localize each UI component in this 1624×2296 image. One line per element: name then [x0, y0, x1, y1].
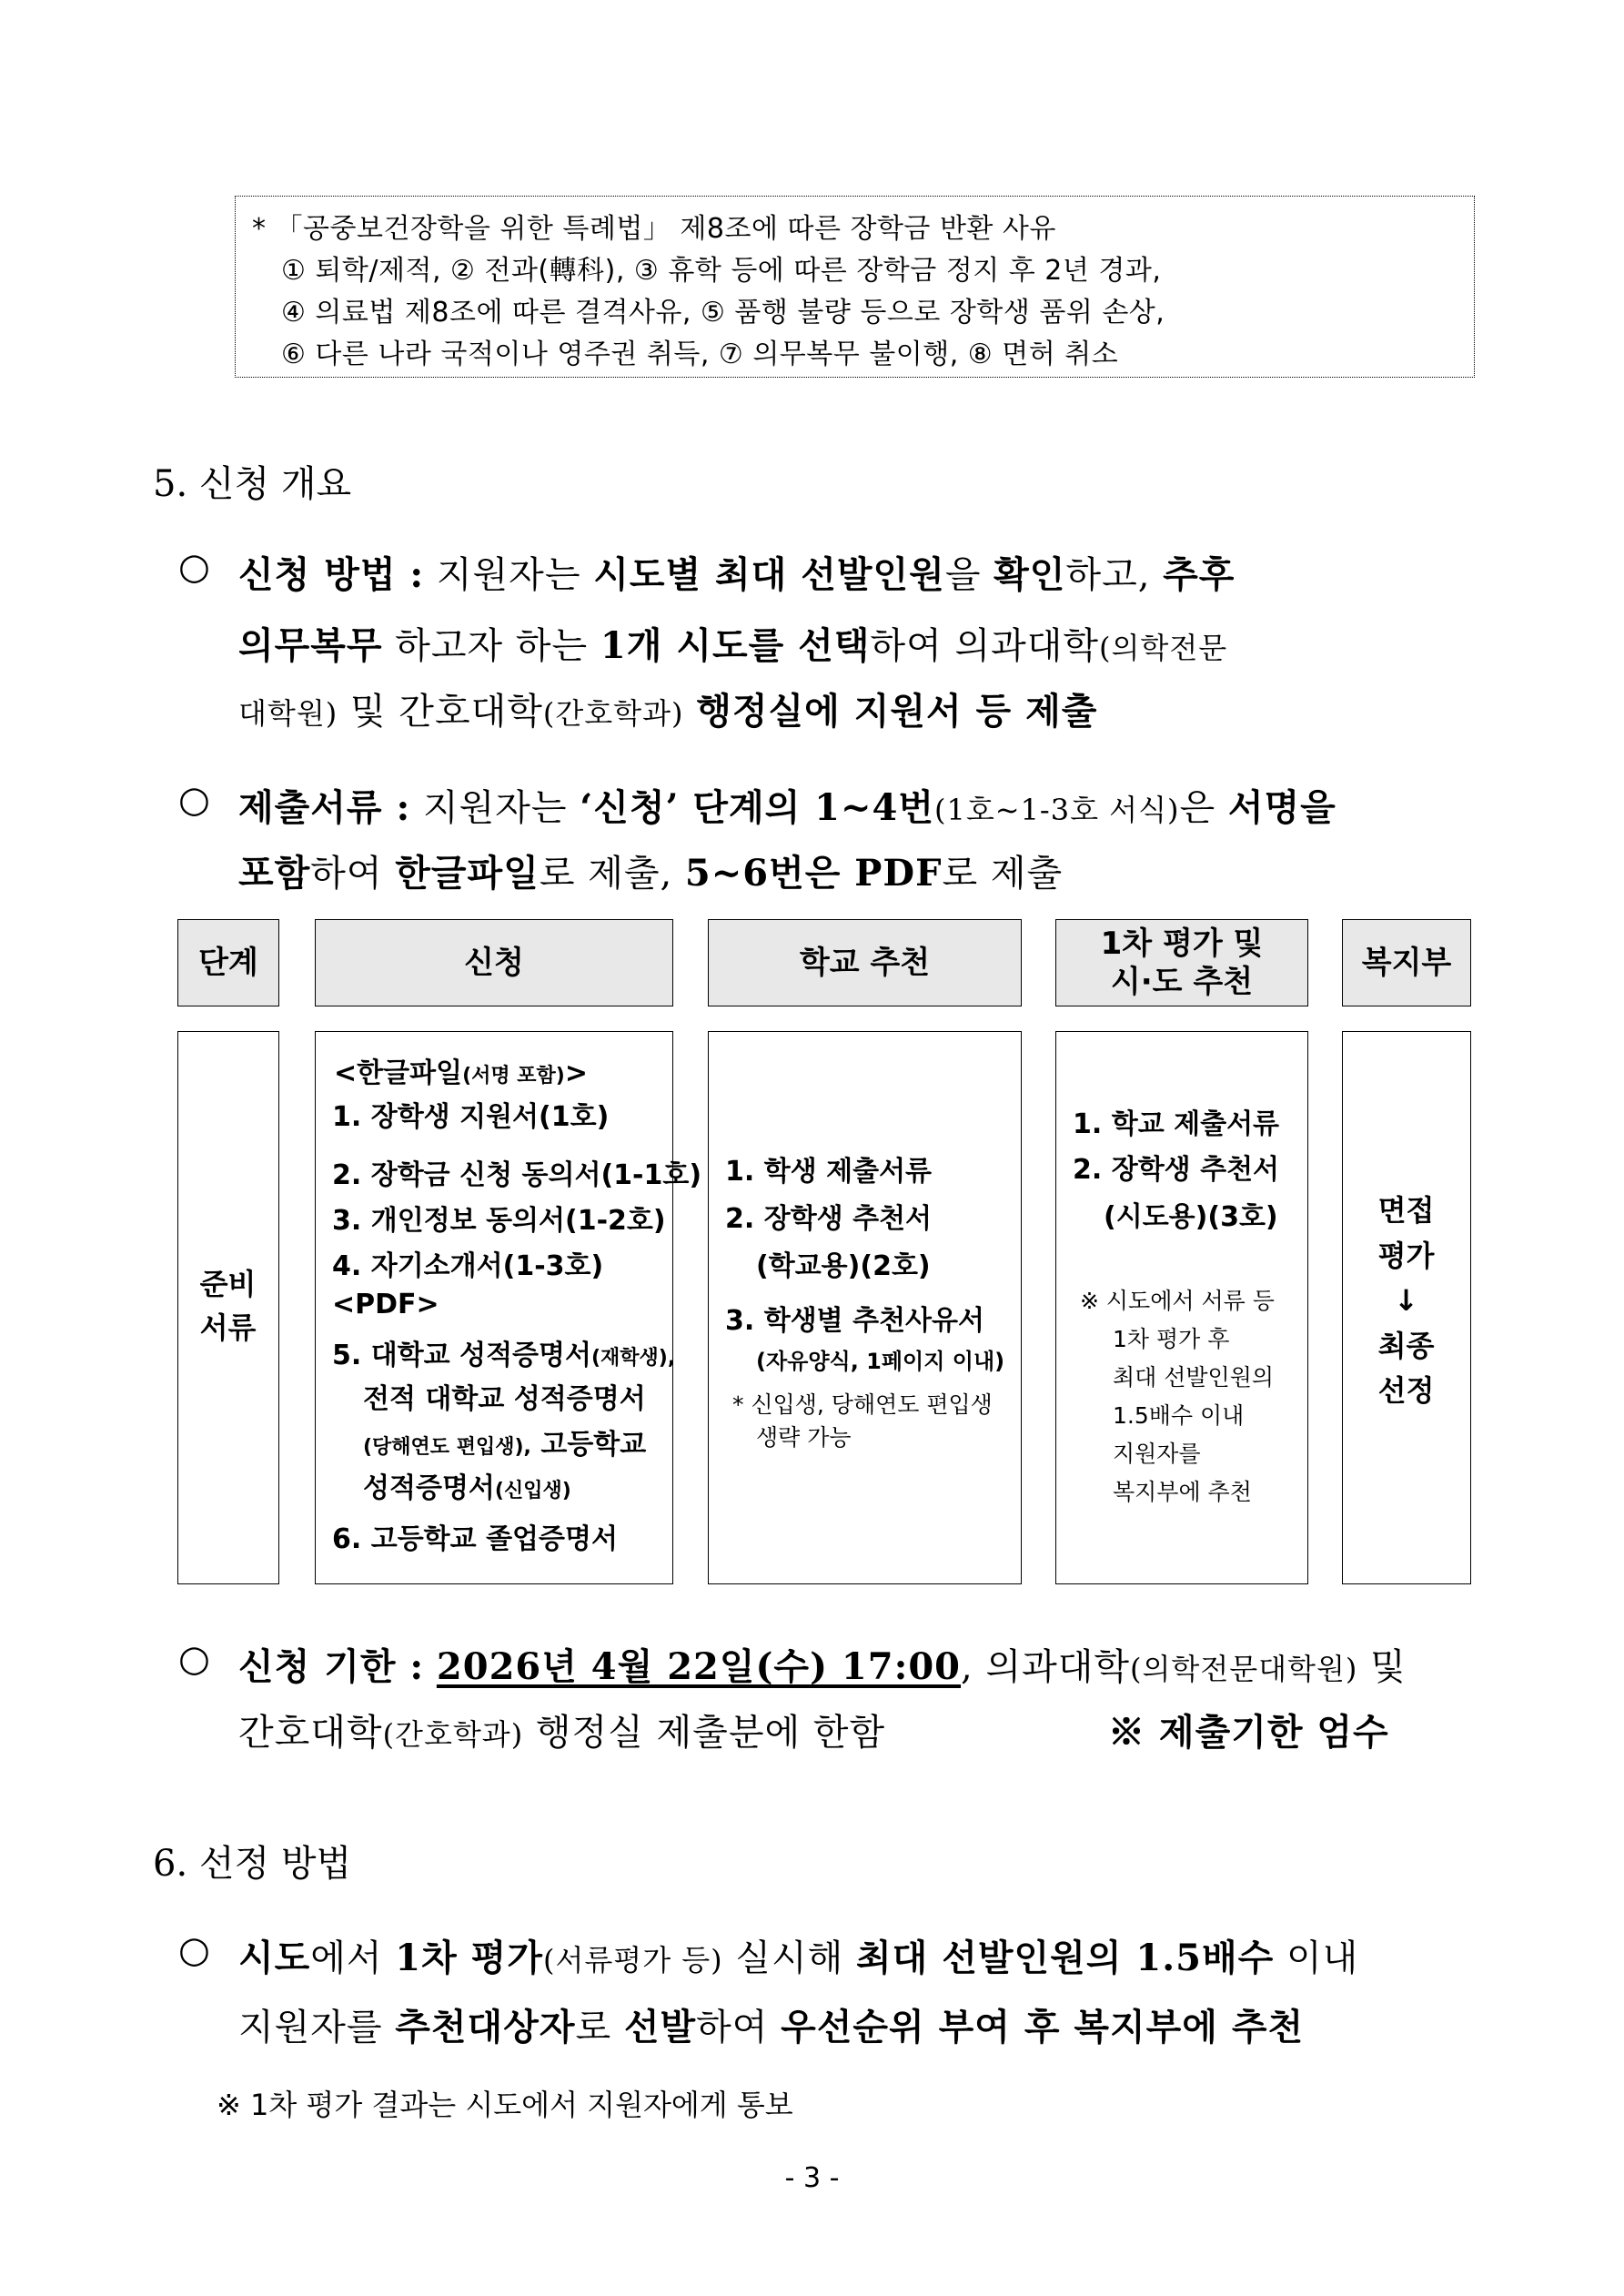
school-item: 3. 학생별 추천사유서	[725, 1305, 984, 1337]
province-item: 1. 학교 제출서류	[1073, 1108, 1280, 1140]
ministry-step: 평가	[1377, 1238, 1435, 1273]
province-item: (시도용)(3호)	[1104, 1201, 1278, 1233]
method-line-1: 신청 방법 : 지원자는 시도별 최대 선발인원을 확인하고, 추후	[238, 553, 1236, 596]
deadline-date: 2026년 4월 22일(수) 17:00	[436, 1645, 962, 1688]
apply-item: <PDF>	[332, 1289, 439, 1320]
apply-item: 5. 대학교 성적증명서(재학생),	[332, 1340, 676, 1371]
province-note: ※ 시도에서 서류 등	[1080, 1288, 1275, 1314]
header-stage: 단계	[177, 919, 279, 1006]
province-note: 최대 선발인원의	[1113, 1364, 1274, 1391]
school-note: 생략 가능	[756, 1424, 852, 1451]
province-note: 복지부에 추천	[1113, 1479, 1252, 1505]
header-school-recommendation: 학교 추천	[708, 919, 1022, 1006]
note-box	[235, 196, 1475, 378]
note-line: ① 퇴학/제적, ② 전과(轉科), ③ 휴학 등에 따른 장학금 정지 후 2년 경과,	[281, 255, 1162, 287]
documents-line-1: 제출서류 : 지원자는 ‘신청’ 단계의 1~4번(1호~1-3호 서식)은 서명을	[238, 786, 1337, 829]
documents-line-2: 포함하여 한글파일로 제출, 5~6번은 PDF로 제출	[238, 852, 1064, 895]
ministry-step: 선정	[1377, 1373, 1435, 1409]
bullet: ○	[178, 1929, 210, 1971]
stage-cell	[177, 1031, 279, 1584]
stage-label: 준비	[199, 1267, 257, 1301]
stage-label: 서류	[199, 1310, 257, 1345]
apply-item: 성적증명서(신입생)	[363, 1472, 571, 1504]
apply-item: (당해연도 편입생), 고등학교	[363, 1429, 647, 1461]
method-line-3: 대학원) 및 간호대학(간호학과) 행정실에 지원서 등 제출	[238, 690, 1098, 733]
school-item: 2. 장학생 추천서	[725, 1203, 933, 1235]
section-5-title: 5. 신청 개요	[153, 463, 352, 505]
selection-line-2: 지원자를 추천대상자로 선발하여 우선순위 부여 후 복지부에 추천	[238, 2006, 1305, 2048]
school-item: 1. 학생 제출서류	[725, 1156, 933, 1188]
bullet: ○	[178, 546, 210, 588]
header-apply: 신청	[315, 919, 673, 1006]
deadline-warning: ※ 제출기한 엄수	[1108, 1711, 1389, 1754]
province-cell	[1055, 1031, 1308, 1584]
selection-line-1: 시도에서 1차 평가(서류평가 등) 실시해 최대 선발인원의 1.5배수 이내	[238, 1937, 1359, 1979]
school-cell	[708, 1031, 1022, 1584]
method-line-2: 의무복무 하고자 하는 1개 시도를 선택하여 의과대학(의학전문	[238, 624, 1228, 667]
note-line: ⑥ 다른 나라 국적이나 영주권 취득, ⑦ 의무복무 불이행, ⑧ 면허 취소	[281, 339, 1119, 370]
school-item: (학교용)(2호)	[756, 1250, 931, 1282]
province-note: 1차 평가 후	[1113, 1326, 1230, 1352]
province-note: 지원자를	[1113, 1441, 1201, 1467]
apply-item: <한글파일(서명 포함)>	[334, 1057, 588, 1089]
page-number: - 3 -	[784, 2162, 840, 2194]
selection-note: ※ 1차 평가 결과는 시도에서 지원자에게 통보	[217, 2088, 793, 2122]
apply-item: 4. 자기소개서(1-3호)	[332, 1250, 604, 1282]
header-province-evaluation: 1차 평가 및 시·도 추천	[1055, 919, 1308, 1006]
school-item: (자유양식, 1페이지 이내)	[756, 1349, 1005, 1374]
apply-item: 3. 개인정보 동의서(1-2호)	[332, 1205, 666, 1237]
apply-item: 전적 대학교 성적증명서	[363, 1383, 646, 1415]
province-item: 2. 장학생 추천서	[1073, 1154, 1280, 1186]
apply-item: 1. 장학생 지원서(1호)	[332, 1101, 610, 1133]
bullet: ○	[178, 779, 210, 821]
ministry-step: 최종	[1377, 1328, 1435, 1363]
section-6-title: 6. 선정 방법	[153, 1843, 352, 1885]
deadline-line-2: 간호대학(간호학과) 행정실 제출분에 한함	[238, 1712, 886, 1754]
deadline-line-1: 신청 기한 : 2026년 4월 22일(수) 17:00, 의과대학(의학전문대학원) 및	[238, 1645, 1407, 1688]
note-line: * 「공중보건장학을 위한 특례법」 제8조에 따른 장학금 반환 사유	[252, 213, 1056, 245]
province-note: 1.5배수 이내	[1113, 1402, 1245, 1429]
apply-item: 2. 장학금 신청 동의서(1-1호)	[332, 1159, 702, 1191]
apply-cell	[315, 1031, 702, 1584]
ministry-step: 면접	[1377, 1193, 1435, 1228]
note-line: ④ 의료법 제8조에 따른 결격사유, ⑤ 품행 불량 등으로 장학생 품위 손상,	[281, 297, 1165, 329]
bullet: ○	[178, 1638, 210, 1680]
ministry-cell	[1342, 1031, 1471, 1584]
school-note: * 신입생, 당해연도 편입생	[732, 1391, 993, 1418]
apply-item: 6. 고등학교 졸업증명서	[332, 1523, 618, 1555]
header-ministry: 복지부	[1342, 919, 1471, 1006]
down-arrow-icon: ↓	[1394, 1283, 1418, 1319]
